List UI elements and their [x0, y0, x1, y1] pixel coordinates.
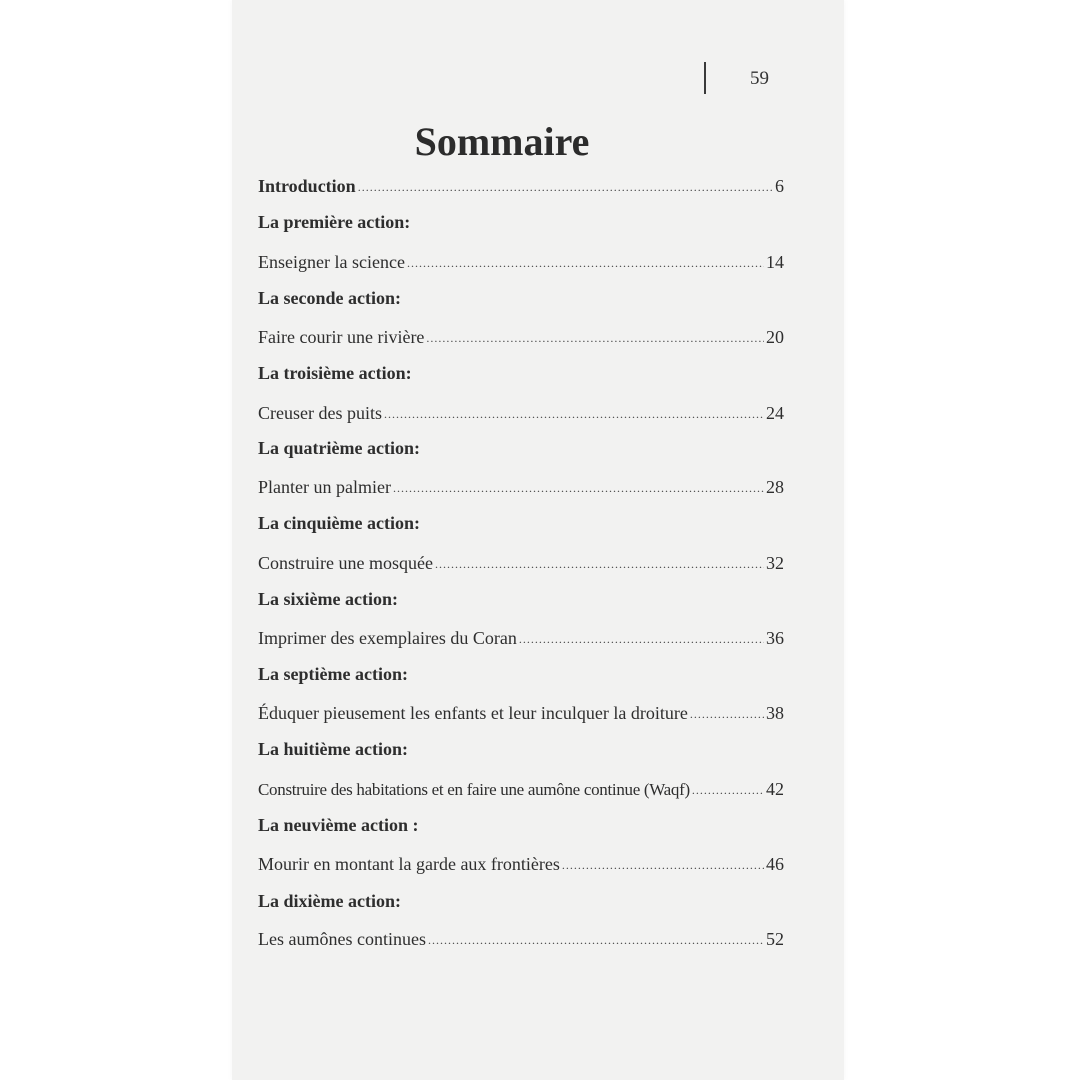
toc-section-heading: [258, 739, 784, 767]
toc-entry-title: Imprimer des exemplaires du Coran: [258, 628, 517, 648]
toc-entry: [258, 551, 784, 579]
toc-entry: [258, 250, 784, 278]
toc-entry: [258, 325, 784, 353]
toc-entry-title: Construire des habitations et en faire une aumône continue (Waqf): [258, 780, 690, 799]
toc-heading-label: La quatrième action:: [258, 438, 420, 458]
toc-heading-label: La seconde action:: [258, 288, 401, 308]
toc-heading-label: La cinquième action:: [258, 513, 420, 533]
toc-entry: [258, 927, 784, 955]
toc-dot-leader: [393, 475, 764, 493]
toc-section-heading: [258, 288, 784, 316]
toc-dot-leader: [426, 325, 764, 343]
toc-section-heading: [258, 363, 784, 391]
toc-section-heading: [258, 212, 784, 240]
toc-page-number: 32: [766, 553, 784, 573]
toc-entry: [258, 777, 784, 805]
toc-entry: [258, 626, 784, 654]
toc-entry: [258, 852, 784, 880]
toc-entry-title: Construire une mosquée: [258, 553, 433, 573]
toc-page-number: 14: [766, 252, 784, 272]
page-title: Sommaire: [414, 119, 590, 164]
toc-page-number: 42: [766, 779, 784, 799]
toc-entry: [258, 401, 784, 429]
toc-page-number: 46: [766, 854, 784, 874]
toc-entry-title: Introduction: [258, 176, 356, 196]
toc-page-number: 52: [766, 929, 784, 949]
toc-heading-label: La neuvième action :: [258, 815, 419, 835]
toc-entry-title: Mourir en montant la garde aux frontières: [258, 854, 560, 874]
header-rule: [704, 62, 706, 94]
toc-page-number: 24: [766, 403, 784, 423]
toc-heading-label: La troisième action:: [258, 363, 412, 383]
toc-entry: [258, 174, 784, 202]
toc-heading-label: La sixième action:: [258, 589, 398, 609]
toc-dot-leader: [407, 250, 764, 268]
toc-page-number: 36: [766, 628, 784, 648]
toc-dot-leader: [690, 701, 764, 719]
toc-page-number: 20: [766, 327, 784, 347]
toc-section-heading: [258, 513, 784, 541]
toc-section-heading: [258, 438, 784, 466]
toc-entry: [258, 475, 784, 503]
toc-dot-leader: [435, 551, 764, 569]
toc-dot-leader: [562, 852, 764, 870]
page-number: 59: [750, 68, 769, 89]
toc-section-heading: [258, 815, 784, 843]
toc-dot-leader: [519, 626, 764, 644]
toc-page-number: 6: [775, 176, 784, 196]
toc-section-heading: [258, 891, 784, 919]
toc-section-heading: [258, 664, 784, 692]
toc-dot-leader: [358, 174, 773, 192]
toc-section-heading: [258, 589, 784, 617]
toc-entry-title: Éduquer pieusement les enfants et leur inculquer la droiture: [258, 703, 688, 723]
toc-dot-leader: [428, 927, 764, 945]
toc-heading-label: La septième action:: [258, 664, 408, 684]
toc-dot-leader: [692, 777, 764, 795]
toc-heading-label: La dixième action:: [258, 891, 401, 911]
toc-entry-title: Creuser des puits: [258, 403, 382, 423]
toc-heading-label: La huitième action:: [258, 739, 408, 759]
toc-entry: [258, 701, 784, 729]
toc-page-number: 28: [766, 477, 784, 497]
toc-entry-title: Faire courir une rivière: [258, 327, 425, 347]
toc-entry-title: Les aumônes continues: [258, 929, 426, 949]
toc-entry-title: Enseigner la science: [258, 252, 405, 272]
toc-page-number: 38: [766, 703, 784, 723]
toc-dot-leader: [384, 401, 764, 419]
toc-entry-title: Planter un palmier: [258, 477, 391, 497]
toc-heading-label: La première action:: [258, 212, 411, 232]
